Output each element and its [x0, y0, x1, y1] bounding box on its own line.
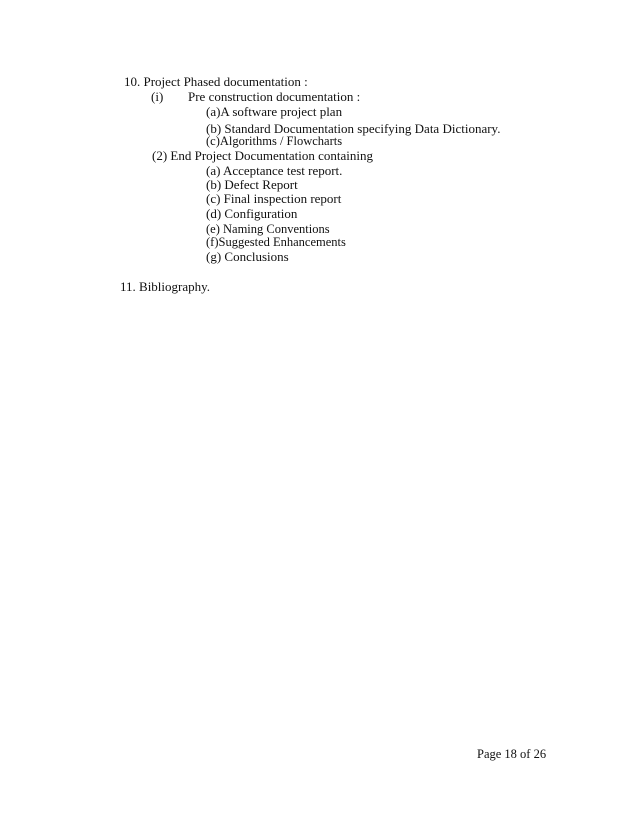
list-item: (e) Naming Conventions	[206, 222, 330, 236]
section-10-heading: 10. Project Phased documentation :	[124, 74, 308, 89]
section-11-heading: 11. Bibliography.	[120, 279, 211, 294]
list-item: (c) Final inspection report	[206, 191, 342, 206]
list-item: (b) Defect Report	[206, 177, 298, 192]
part-i-label: Pre construction documentation :	[188, 89, 361, 104]
list-item: (b) Standard Documentation specifying Data Dictionary.	[206, 121, 501, 136]
list-item: (d) Configuration	[206, 206, 298, 221]
list-item: (c)Algorithms / Flowcharts	[206, 134, 343, 148]
list-item: (f)Suggested Enhancements	[206, 235, 346, 249]
list-item: (a)A software project plan	[206, 104, 343, 119]
list-item: (g) Conclusions	[206, 249, 289, 264]
part-i-marker: (i)	[151, 89, 164, 104]
list-item: (a) Acceptance test report.	[206, 163, 343, 178]
page-number: Page 18 of 26	[477, 747, 547, 761]
part-2-label: (2) End Project Documentation containing	[152, 148, 373, 163]
